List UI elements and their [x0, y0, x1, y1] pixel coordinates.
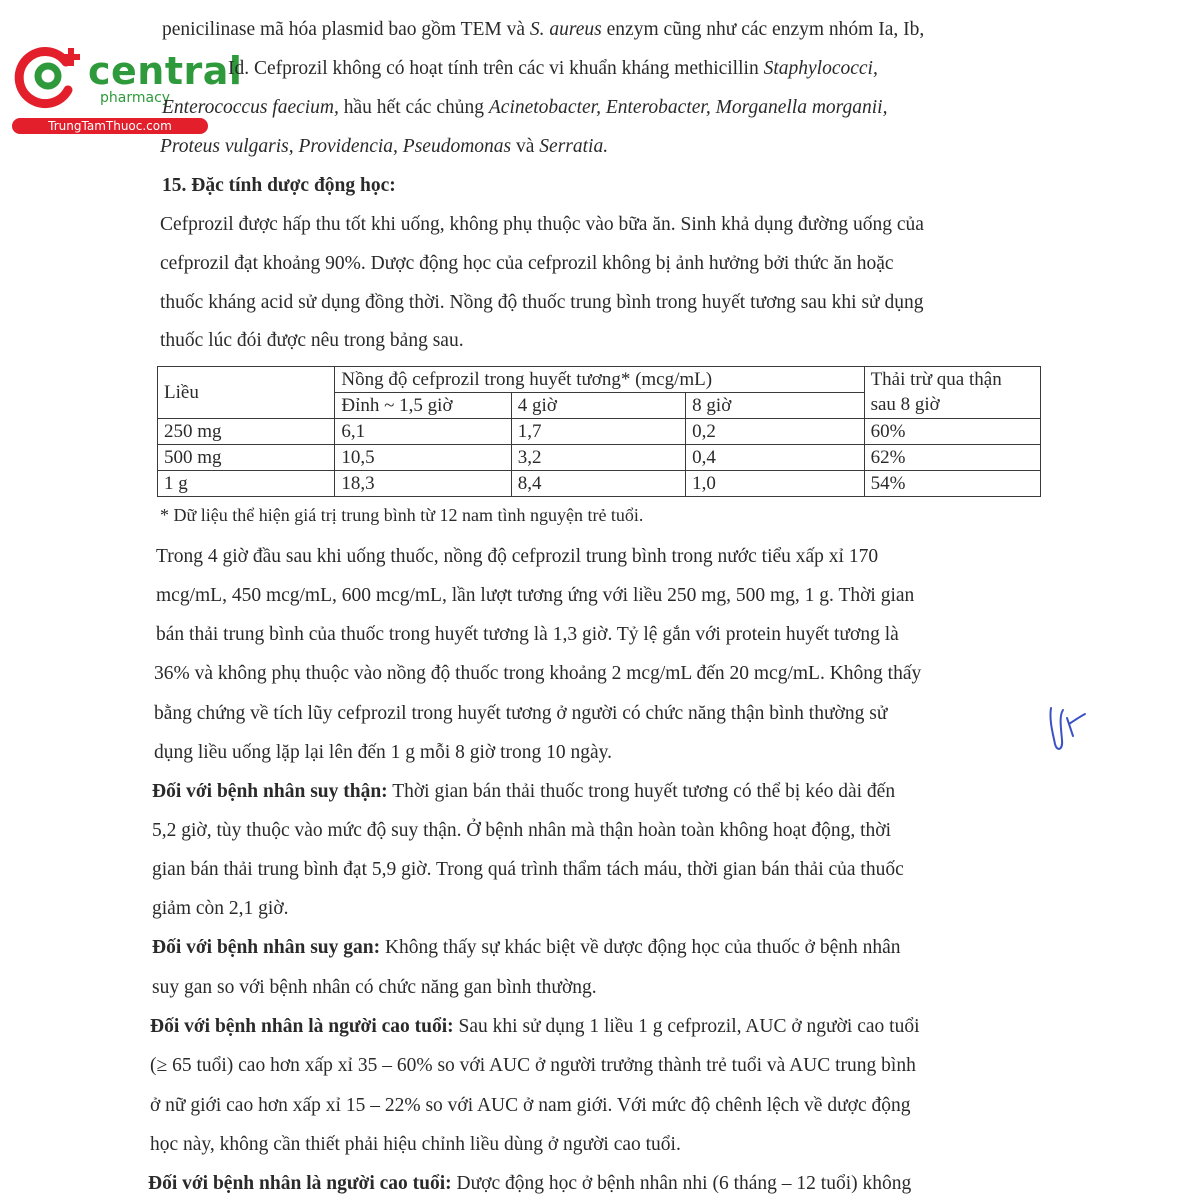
- para2-line: mcg/mL, 450 mcg/mL, 600 mcg/mL, lần lượt tương ứng với liều 250 mg, 500 mg, 1 g. Thời gian: [156, 585, 915, 606]
- cell-renal: 62%: [864, 445, 1040, 471]
- intro-line-3: Enterococcus faecium, hầu hết các chủng Acinetobacter, Enterobacter, Morganella morganii,: [162, 97, 888, 118]
- table-header-row: [158, 367, 1041, 393]
- renal-line-1: Đối với bệnh nhân suy thận: Thời gian bán thải thuốc trong huyết tương có thể bị kéo dài đến: [152, 781, 896, 802]
- hepatic-line: suy gan so với bệnh nhân có chức năng gan bình thường.: [152, 977, 597, 998]
- para2-line: 36% và không phụ thuộc vào nồng độ thuốc trong khoảng 2 mcg/mL đến 20 mcg/mL. Không thấy: [154, 663, 922, 684]
- logo-url-badge[interactable]: TrungTamThuoc.com: [12, 118, 208, 134]
- para2-line: bán thải trung bình của thuốc trong huyết tương là 1,3 giờ. Tỷ lệ gắn với protein huyết tương là: [156, 624, 899, 645]
- renal-line: 5,2 giờ, tùy thuộc vào mức độ suy thận. Ở bệnh nhân mà thận hoàn toàn không hoạt động, thời: [152, 820, 892, 841]
- central-pharmacy-logo: [12, 38, 243, 138]
- hepatic-line-1: Đối với bệnh nhân suy gan: Không thấy sự khác biệt về dược động học của thuốc ở bệnh nhân: [152, 937, 901, 958]
- cell-renal: 60%: [864, 419, 1040, 445]
- pharmacy-cross-icon: [12, 38, 92, 118]
- table-row: [158, 419, 1041, 445]
- cell-4h: 1,7: [511, 419, 685, 445]
- logo-subtitle: pharmacy: [100, 90, 171, 106]
- header-concentration: Nồng độ cefprozil trong huyết tương* (mcg/mL): [335, 367, 864, 393]
- para2-line: dụng liều uống lặp lại lên đến 1 g mỗi 8 giờ trong 10 ngày.: [154, 742, 613, 763]
- cell-8h: 0,2: [686, 419, 864, 445]
- subheader-4h: 4 giờ: [511, 393, 685, 419]
- elderly-line-1: Đối với bệnh nhân là người cao tuổi: Sau khi sử dụng 1 liều 1 g cefprozil, AUC ở người cao tuổi: [150, 1016, 920, 1037]
- para1-line: Cefprozil được hấp thu tốt khi uống, không phụ thuộc vào bữa ăn. Sinh khả dụng đường uống của: [160, 214, 924, 235]
- cell-peak: 18,3: [335, 471, 511, 497]
- cell-4h: 3,2: [511, 445, 685, 471]
- header-renal-1: Thải trừ qua thận: [864, 367, 1040, 393]
- logo-name: central: [88, 49, 243, 93]
- cell-dose: 1 g: [158, 471, 335, 497]
- header-dose: Liều: [158, 367, 335, 419]
- elderly-line: học này, không cần thiết phải hiệu chỉnh liều dùng ở người cao tuổi.: [150, 1134, 681, 1155]
- pharmacokinetics-table: [157, 366, 1041, 497]
- cell-8h: 1,0: [686, 471, 864, 497]
- para2-line: Trong 4 giờ đầu sau khi uống thuốc, nồng độ cefprozil trung bình trong nước tiểu xấp xỉ 170: [156, 546, 879, 567]
- cell-peak: 10,5: [335, 445, 511, 471]
- renal-line: giảm còn 2,1 giờ.: [152, 898, 289, 919]
- elderly-line: (≥ 65 tuổi) cao hơn xấp xỉ 35 – 60% so với AUC ở người trưởng thành trẻ tuổi và AUC trung bình: [150, 1055, 916, 1076]
- handwritten-initial-icon: [1045, 700, 1087, 756]
- para1-line: thuốc lúc đói được nêu trong bảng sau.: [160, 330, 464, 351]
- header-renal-2: sau 8 giờ: [864, 393, 1040, 419]
- renal-line: gian bán thải trung bình đạt 5,9 giờ. Trong quá trình thẩm tách máu, thời gian bán thải của thuốc: [152, 859, 904, 880]
- table-footnote: * Dữ liệu thể hiện giá trị trung bình từ 12 nam tình nguyện trẻ tuổi.: [160, 505, 644, 525]
- subheader-peak: Đỉnh ~ 1,5 giờ: [335, 393, 511, 419]
- elderly-line: ở nữ giới cao hơn xấp xỉ 15 – 22% so với AUC ở nam giới. Với mức độ chênh lệch về dược động: [150, 1095, 911, 1116]
- subheader-8h: 8 giờ: [686, 393, 864, 419]
- table-row: [158, 471, 1041, 497]
- cell-8h: 0,4: [686, 445, 864, 471]
- cell-peak: 6,1: [335, 419, 511, 445]
- intro-line-1: penicilinase mã hóa plasmid bao gồm TEM và S. aureus enzym cũng như các enzym nhóm Ia, Ib,: [162, 19, 925, 40]
- section-heading: 15. Đặc tính dược động học:: [162, 175, 396, 196]
- intro-line-2: Id. Cefprozil không có hoạt tính trên các vi khuẩn kháng methicillin Staphylococci,: [228, 58, 878, 79]
- cell-renal: 54%: [864, 471, 1040, 497]
- intro-line-4: Proteus vulgaris, Providencia, Pseudomonas và Serratia.: [160, 136, 609, 157]
- para2-line: bằng chứng về tích lũy cefprozil trong huyết tương ở người có chức năng thận bình thường sử: [154, 703, 888, 724]
- table-row: [158, 445, 1041, 471]
- para1-line: thuốc kháng acid sử dụng đồng thời. Nồng độ thuốc trung bình trong huyết tương sau khi sử dụng: [160, 292, 924, 313]
- cell-4h: 8,4: [511, 471, 685, 497]
- cell-dose: 500 mg: [158, 445, 335, 471]
- para1-line: cefprozil đạt khoảng 90%. Dược động học của cefprozil không bị ảnh hưởng bởi thức ăn hoặc: [160, 253, 894, 274]
- pediatric-line-1: Đối với bệnh nhân là người cao tuổi: Dược động học ở bệnh nhân nhi (6 tháng – 12 tuổi) không: [148, 1173, 912, 1194]
- cell-dose: 250 mg: [158, 419, 335, 445]
